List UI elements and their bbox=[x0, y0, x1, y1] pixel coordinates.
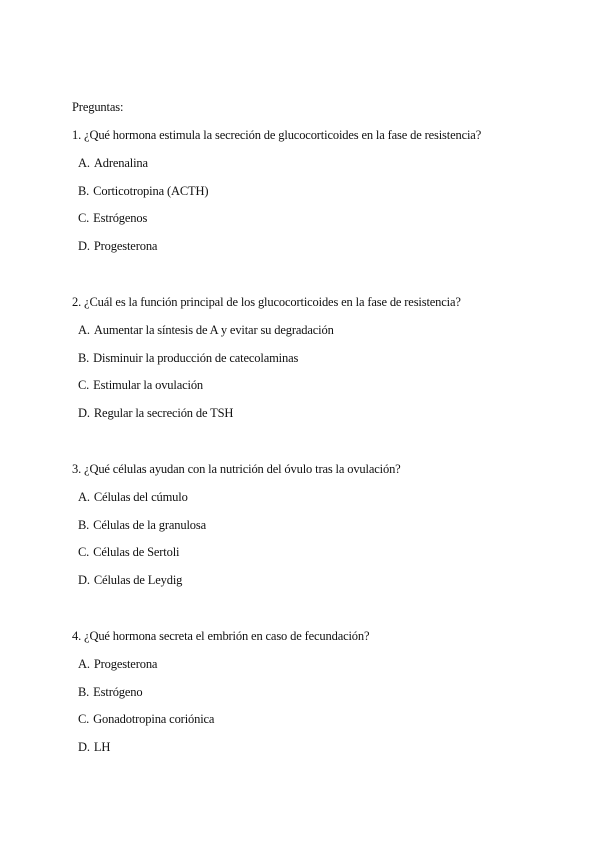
question-3-option-d bbox=[78, 572, 182, 588]
option-text: Células del cúmulo bbox=[93, 490, 188, 504]
option-text: Disminuir la producción de catecolaminas bbox=[93, 351, 299, 365]
option-text: Progesterona bbox=[93, 657, 158, 671]
question-1-option-d bbox=[78, 238, 157, 254]
option-text: Estrógenos bbox=[93, 211, 148, 225]
question-2-option-a bbox=[78, 322, 334, 338]
option-text: Gonadotropina coriónica bbox=[93, 712, 215, 726]
option-text: Aumentar la síntesis de A y evitar su degradación bbox=[93, 323, 334, 337]
option-letter: D. bbox=[78, 573, 90, 587]
question-1-option-b bbox=[78, 183, 208, 199]
option-letter: C. bbox=[78, 545, 90, 559]
question-4-option-c bbox=[78, 711, 214, 727]
question-3-option-c bbox=[78, 544, 179, 560]
option-letter: D. bbox=[78, 740, 90, 754]
question-1-option-a bbox=[78, 155, 148, 171]
option-text: Estimular la ovulación bbox=[93, 378, 204, 392]
question-4-option-a bbox=[78, 656, 157, 672]
option-text: Corticotropina (ACTH) bbox=[93, 184, 209, 198]
option-letter: B. bbox=[78, 518, 90, 532]
question-3-text: 3. ¿Qué células ayudan con la nutrición del óvulo tras la ovulación? bbox=[72, 462, 401, 476]
option-letter: C. bbox=[78, 378, 90, 392]
option-text: Células de la granulosa bbox=[93, 518, 207, 532]
option-text: Adrenalina bbox=[93, 156, 148, 170]
option-letter: A. bbox=[78, 657, 90, 671]
question-2 bbox=[72, 294, 572, 420]
question-1-text: 1. ¿Qué hormona estimula la secreción de glucocorticoides en la fase de resistencia? bbox=[72, 128, 482, 142]
question-4-option-b bbox=[78, 684, 143, 700]
option-letter: A. bbox=[78, 490, 90, 504]
option-letter: C. bbox=[78, 211, 90, 225]
option-text: Células de Leydig bbox=[93, 573, 183, 587]
option-letter: A. bbox=[78, 323, 90, 337]
question-3-option-a bbox=[78, 489, 188, 505]
questions-heading: Preguntas: bbox=[72, 100, 124, 114]
question-2-option-d bbox=[78, 405, 233, 421]
question-1 bbox=[72, 127, 572, 253]
question-2-option-b bbox=[78, 350, 298, 366]
option-letter: A. bbox=[78, 156, 90, 170]
option-text: Progesterona bbox=[93, 239, 158, 253]
option-letter: D. bbox=[78, 406, 90, 420]
option-letter: B. bbox=[78, 685, 90, 699]
option-letter: B. bbox=[78, 351, 90, 365]
option-text: LH bbox=[93, 740, 111, 754]
question-4 bbox=[72, 628, 572, 754]
question-4-option-d bbox=[78, 739, 110, 755]
question-3 bbox=[72, 461, 572, 587]
option-letter: C. bbox=[78, 712, 90, 726]
question-3-option-b bbox=[78, 517, 206, 533]
question-2-text: 2. ¿Cuál es la función principal de los glucocorticoides en la fase de resistencia? bbox=[72, 295, 461, 309]
option-text: Células de Sertoli bbox=[93, 545, 180, 559]
question-4-text: 4. ¿Qué hormona secreta el embrión en caso de fecundación? bbox=[72, 629, 370, 643]
option-letter: D. bbox=[78, 239, 90, 253]
question-1-option-c bbox=[78, 210, 147, 226]
question-2-option-c bbox=[78, 377, 203, 393]
option-letter: B. bbox=[78, 184, 90, 198]
option-text: Regular la secreción de TSH bbox=[93, 406, 234, 420]
option-text: Estrógeno bbox=[93, 685, 143, 699]
